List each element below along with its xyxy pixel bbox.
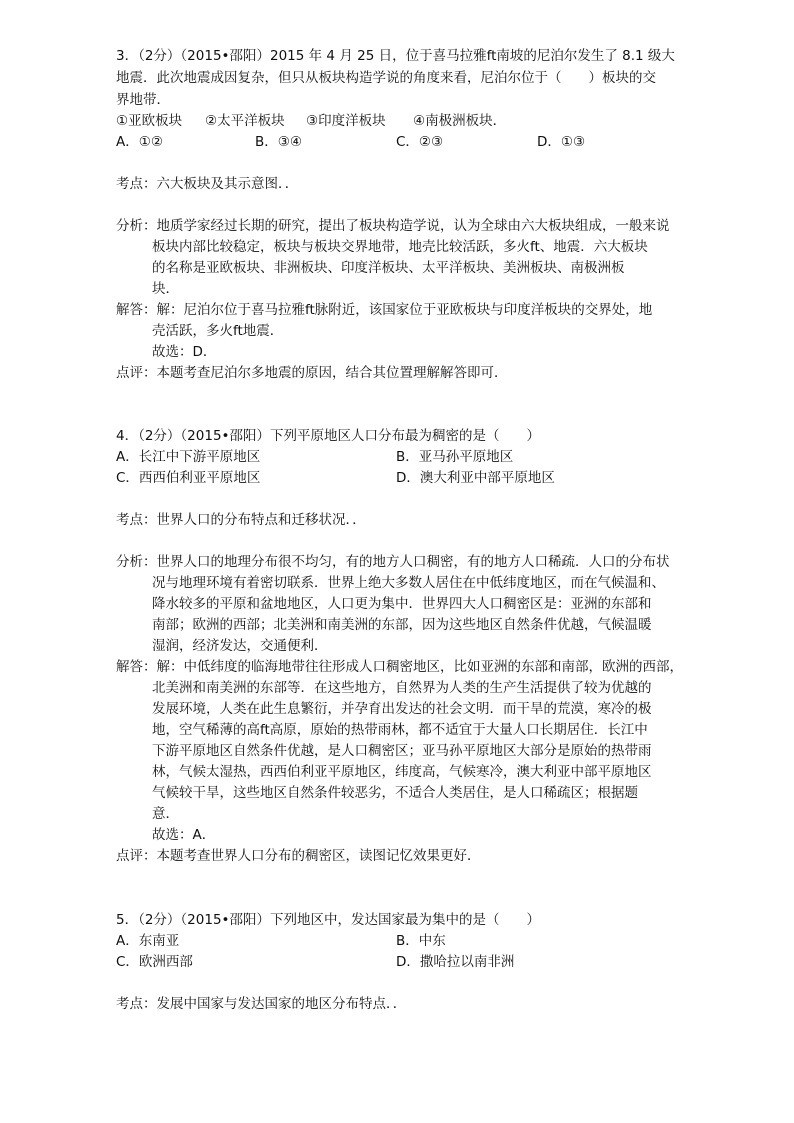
q4-jieda-line-2: 北美洲和南美洲的东部等．在这些地方，自然界为人类的生产生活提供了较为优越的 — [152, 680, 652, 696]
q3-item-3: ③印度洋板块 — [306, 113, 386, 129]
q4-fenxi-line-5: 湿润，经济发达，交通便利． — [152, 638, 328, 654]
q4-fenxi-line-4: 南部；欧洲的西部；北美洲和南美洲的东部，因为这些地区自然条件优越，气候温暖 — [152, 617, 652, 633]
q3-jieda-line-2: 壳活跃，多火ft地震． — [152, 323, 284, 339]
q4-fenxi-line-2: 况与地理环境有着密切联系．世界上绝大多数人居住在中低纬度地区，而在气候温和、 — [152, 575, 665, 591]
q3-dianping: 点评：本题考查尼泊尔多地震的原因，结合其位置理解解答即可． — [116, 365, 508, 381]
q4-jieda-line-6: 林，气候太湿热，西西伯利亚平原地区，纬度高，气候寒冷，澳大利亚中部平原地区 — [152, 764, 652, 780]
q3-option-d: D．①③ — [537, 134, 586, 150]
q4-option-c: C．西西伯利亚平原地区 — [116, 470, 261, 486]
q3-item-4: ④南极洲板块． — [413, 113, 507, 129]
q3-fenxi-line-2: 板块内部比较稳定，板块与板块交界地带，地壳比较活跃，多火ft、地震．六大板块 — [152, 239, 648, 255]
q3-fenxi-line-4: 块． — [152, 281, 179, 297]
q5-option-d: D．撒哈拉以南非洲 — [396, 954, 515, 970]
q3-item-2: ②太平洋板块 — [205, 113, 285, 129]
q3-option-c: C．②③ — [396, 134, 444, 150]
q4-fenxi-line-1: 分析：世界人口的地理分布很不均匀，有的地方人口稠密，有的地方人口稀疏．人口的分布状 — [116, 554, 670, 570]
q4-dianping: 点评：本题考查世界人口分布的稠密区，读图记忆效果更好． — [116, 848, 481, 864]
q4-jieda-line-1: 解答：解：中低纬度的临海地带往往形成人口稠密地区，比如亚洲的东部和南部，欧洲的西部， — [116, 659, 683, 675]
q5-option-c: C．欧洲西部 — [116, 954, 193, 970]
q4-jieda-line-5: 下游平原地区自然条件优越，是人口稠密区；亚马孙平原地区大部分是原始的热带雨 — [152, 743, 652, 759]
q3-stem-line-3: 界地带． — [116, 92, 170, 108]
q3-answer: 故选：D． — [152, 344, 217, 360]
q4-jieda-line-7: 气候较干旱，这些地区自然条件较恶劣，不适合人类居住，是人口稀疏区；根据题 — [152, 785, 638, 801]
q4-kaodian: 考点：世界人口的分布特点和迁移状况．． — [116, 512, 366, 528]
q3-fenxi-line-3: 的名称是亚欧板块、非洲板块、印度洋板块、太平洋板块、美洲板块、南极洲板 — [152, 260, 625, 276]
q3-item-1: ①亚欧板块 — [116, 113, 183, 129]
q4-jieda-line-8: 意． — [152, 806, 179, 822]
q5-option-b: B．中东 — [396, 933, 446, 949]
q3-fenxi-line-1: 分析：地质学家经过长期的研究，提出了板块构造学说，认为全球由六大板块组成，一般来说 — [116, 218, 670, 234]
q4-option-d: D．澳大利亚中部平原地区 — [396, 470, 555, 486]
q5-option-a: A．东南亚 — [116, 933, 180, 949]
q5-stem: 5．（2分）（2015•邵阳）下列地区中，发达国家最为集中的是（ ） — [116, 912, 540, 928]
q5-kaodian: 考点：发展中国家与发达国家的地区分布特点．． — [116, 996, 407, 1012]
q4-stem: 4．（2分）（2015•邵阳）下列平原地区人口分布最为稠密的是（ ） — [116, 428, 540, 444]
q3-option-b: B．③④ — [255, 134, 302, 150]
q4-jieda-line-4: 地，空气稀薄的高ft高原，原始的热带雨林，都不适宜于大量人口长期居住．长江中 — [152, 722, 648, 738]
q3-kaodian: 考点：六大板块及其示意图．． — [116, 176, 299, 192]
q4-option-a: A．长江中下游平原地区 — [116, 449, 261, 465]
q4-answer: 故选：A． — [152, 827, 216, 843]
q4-option-b: B．亚马孙平原地区 — [396, 449, 514, 465]
q3-stem-line-1: 3．（2分）（2015•邵阳）2015 年 4 月 25 日，位于喜马拉雅ft南坡的尼泊尔发生了 8.1 级大 — [116, 48, 675, 64]
q3-stem-line-2: 地震．此次地震成因复杂，但只从板块构造学说的角度来看，尼泊尔位于（ ）板块的交 — [116, 70, 656, 86]
q3-option-a: A．①② — [116, 134, 163, 150]
q3-jieda-line-1: 解答：解：尼泊尔位于喜马拉雅ft脉附近，该国家位于亚欧板块与印度洋板块的交界处，地 — [116, 302, 653, 318]
q4-jieda-line-3: 发展环境，人类在此生息繁衍，并孕育出发达的社会文明．而干旱的荒漠，寒冷的极 — [152, 701, 652, 717]
q4-fenxi-line-3: 降水较多的平原和盆地地区，人口更为集中．世界四大人口稠密区是：亚洲的东部和 — [152, 596, 652, 612]
